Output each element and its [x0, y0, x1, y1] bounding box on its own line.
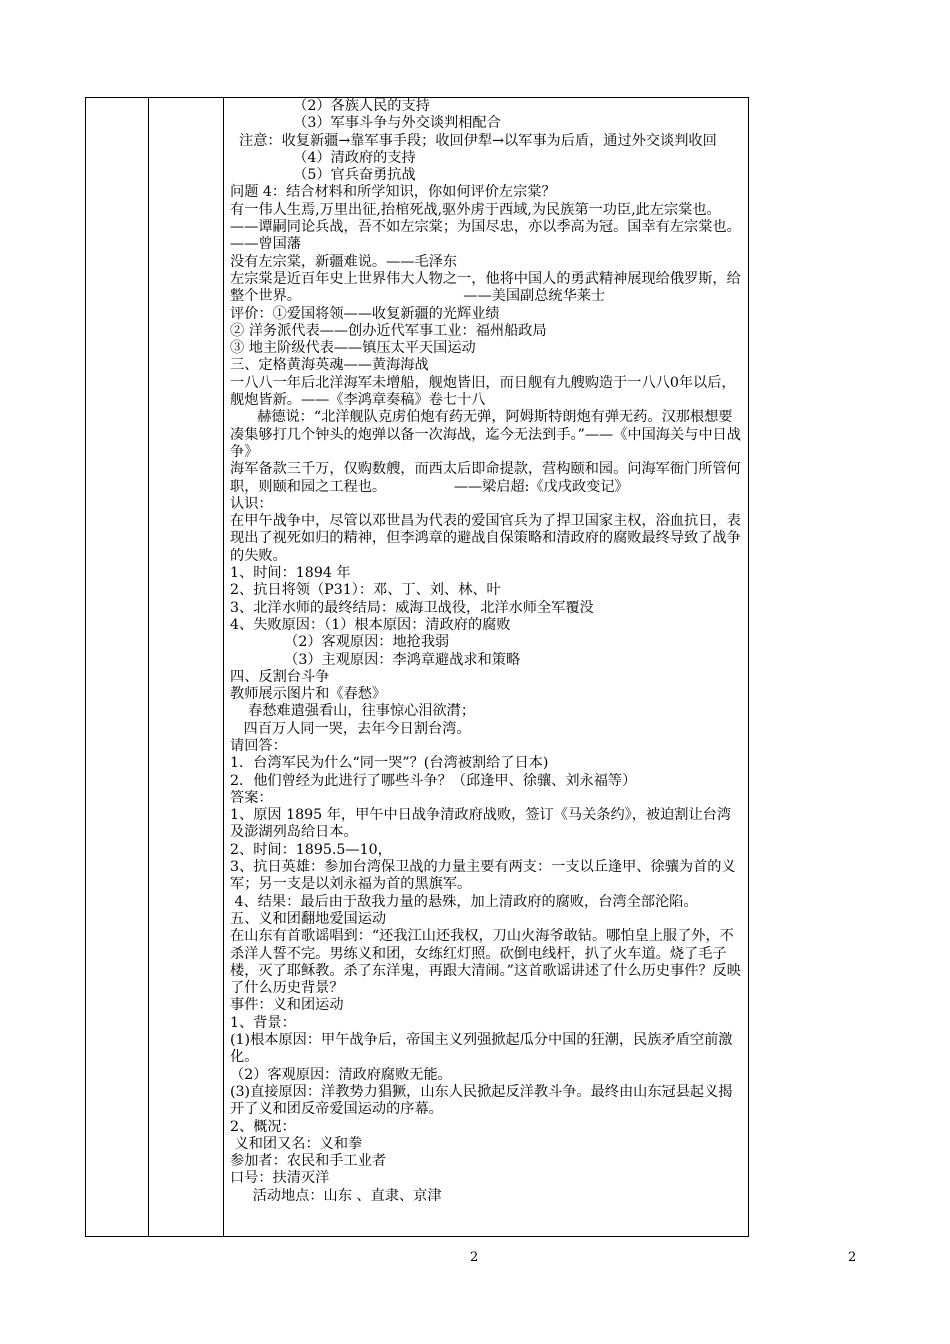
text-line: 三、定格黄海英魂——黄海海战 [230, 357, 429, 374]
table-column-divider [148, 98, 149, 1236]
text-line: 请回答： [230, 737, 287, 754]
page-number-right: 2 [848, 1250, 857, 1265]
text-line: 教师展示图片和《春愁》 [230, 686, 387, 703]
text-line: 五、义和团翻地爱国运动 [230, 910, 387, 927]
text-line: 四百万人同一哭，去年今日割台湾。 [230, 720, 471, 737]
lesson-content-cell [230, 98, 745, 1205]
page-number-center: 2 [470, 1250, 479, 1265]
text-line: 1．台湾军民为什么“同一哭”？(台湾被割给了日本) [230, 755, 549, 772]
text-line: 海军备款三千万，仅购数艘，而西太后即命提款，营构颐和园。问海军衙门所管何职，则颐和园之工程也。 ——梁启超:《戊戌政变记》 [230, 461, 741, 495]
text-line: ② 洋务派代表——创办近代军事工业：福州船政局 [230, 322, 547, 339]
text-line: 四、反割台斗争 [230, 668, 330, 685]
text-line: 问题 4：结合材料和所学知识，你如何评价左宗棠？ [230, 184, 556, 201]
text-line: 事件：义和团运动 [230, 997, 344, 1014]
text-line: （3）军事斗争与外交谈判相配合 [230, 115, 501, 132]
text-line: 3、抗日英雄：参加台湾保卫战的力量主要有两支：一支以丘逢甲、徐骧为首的义军；另一支是以刘永福为首的黑旗军。 [230, 859, 736, 893]
text-line: （2）各族人民的支持 [230, 98, 430, 114]
text-line: 活动地点：山东 、直隶、京津 [230, 1187, 442, 1204]
text-line: 评价：①爱国将领——收复新疆的光辉业绩 [230, 305, 500, 322]
text-line: 1、时间：1894 年 [230, 565, 351, 582]
text-line: 2、概况： [230, 1118, 296, 1135]
text-line: 在山东有首歌谣唱到：“还我江山还我权，刀山火海爷敢钻。哪怕皇上服了外，不杀洋人誓不完。男练义和团，女练红灯照。砍倒电线杆，扒了火车道。烧了毛子楼，灭了耶稣教。杀了东洋鬼，再跟大清闹。”这首歌谣讲述了什么历史事件？反映了什么历史背景？ [230, 928, 741, 997]
table-column-divider [223, 98, 224, 1236]
text-line: （3）主观原因：李鸿章避战求和策略 [230, 651, 521, 668]
text-line: 注意：收复新疆→靠军事手段；收回伊犁→以军事为后盾，通过外交谈判收回 [230, 132, 717, 149]
text-line: 口号：扶清灭洋 [230, 1170, 330, 1187]
text-line: （4）清政府的支持 [230, 149, 416, 166]
text-line: 有一伟人生焉,万里出征,抬棺死战,驱外虏于西域,为民族第一功臣,此左宗棠也。——谭嗣同论兵战，吾不如左宗棠；为国尽忠，亦以季高为冠。国幸有左宗棠也。——曾国藩 [230, 201, 741, 253]
text-line: 2．他们曾经为此进行了哪些斗争？（邱逢甲、徐骧、刘永福等） [230, 772, 637, 789]
text-line: 2、时间：1895.5—10， [230, 841, 392, 858]
text-line: 赫德说：“北洋舰队克虏伯炮有药无弹，阿姆斯特朗炮有弹无药。汉那根想要凑集够打几个钟头的炮弹以备一次海战，迄今无法到手。”——《中国海关与中日战争》 [230, 409, 741, 460]
text-line: 没有左宗棠，新疆难说。——毛泽东 [230, 253, 458, 270]
text-line: （5）官兵奋勇抗战 [230, 167, 416, 184]
text-line: 在甲午战争中，尽管以邓世昌为代表的爱国官兵为了捍卫国家主权，浴血抗日，表现出了视死如归的精神，但李鸿章的避战自保策略和清政府的腐败最终导致了战争的失败。 [230, 513, 741, 564]
text-line: (3)直接原因：洋教势力猖獗，山东人民掀起反洋教斗争。最终由山东冠县起义揭开了义和团反帝爱国运动的序幕。 [230, 1083, 733, 1118]
text-line: （2）客观原因：清政府腐败无能。 [230, 1066, 452, 1083]
text-line: （2）客观原因：地抢我弱 [230, 634, 450, 651]
text-line: 3、北洋水师的最终结局：威海卫战役，北洋水师全军覆没 [230, 599, 594, 616]
text-line: 义和团又名：义和拳 [230, 1135, 363, 1152]
text-line: 1、背景： [230, 1014, 296, 1031]
text-line: 答案： [230, 789, 273, 806]
text-line: 1、原因 1895 年，甲午中日战争清政府战败，签订《马关条约》，被迫割让台湾及澎湖列岛给日本。 [230, 807, 732, 841]
text-line: 春愁难遣强看山，往事惊心泪欲潸； [230, 703, 476, 720]
text-line: 4、失败原因：（1）根本原因：清政府的腐败 [230, 616, 511, 633]
text-line: 2、抗日将领（P31）：邓、丁、刘、林、叶 [230, 582, 501, 599]
text-line: 左宗棠是近百年史上世界伟大人物之一，他将中国人的勇武精神展现给俄罗斯，给整个世界。 ——美国副总统华莱士 [230, 270, 741, 305]
text-line: (1)根本原因：甲午战争后，帝国主义列强掀起瓜分中国的狂潮，民族矛盾空前激化。 [230, 1032, 733, 1066]
text-line: 认识： [230, 495, 273, 512]
text-line: 参加者：农民和手工业者 [230, 1153, 387, 1170]
text-line: 一八八一年后北洋海军未增船，舰炮皆旧，而日舰有九艘购造于一八八0年以后，舰炮皆新。——《李鸿章奏稿》卷七十八 [230, 374, 736, 409]
text-line: 4、结果：最后由于敌我力量的悬殊，加上清政府的腐败，台湾全部沦陷。 [230, 893, 698, 910]
text-line: ③ 地主阶级代表——镇压太平天国运动 [230, 340, 476, 357]
